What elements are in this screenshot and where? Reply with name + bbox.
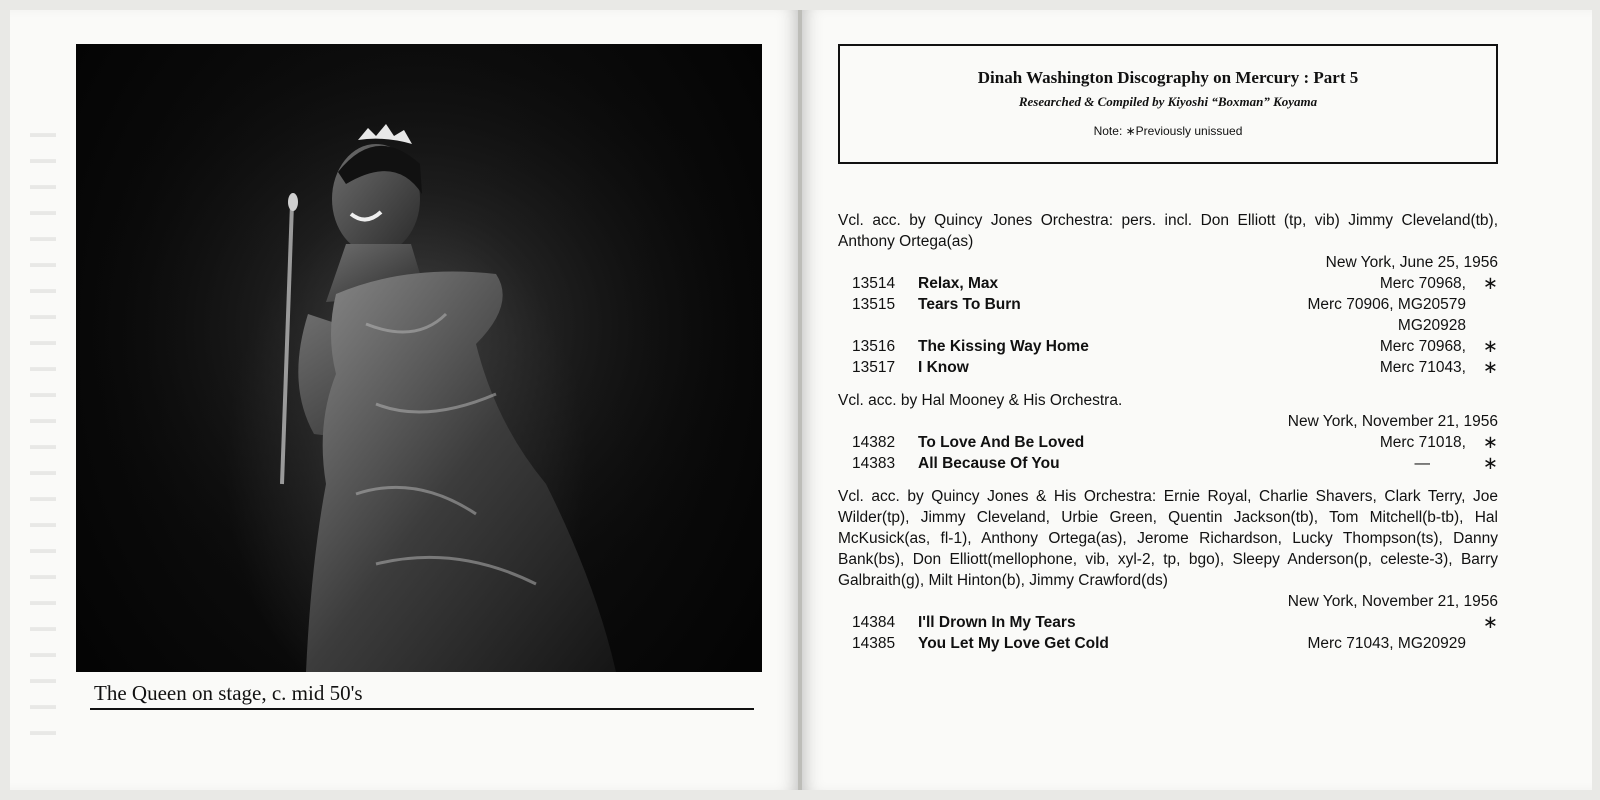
unissued-mark: ∗ — [1482, 336, 1498, 356]
left-page — [10, 10, 798, 790]
track-title: I Know — [918, 359, 969, 376]
release-info: Merc 71018, — [1379, 434, 1466, 451]
matrix-number: 14383 — [852, 455, 896, 472]
unissued-mark: ∗ — [1482, 357, 1498, 377]
session-personnel: Vcl. acc. by Quincy Jones & His Orchestra: Ernie Royal, Charlie Shavers, Clark Terry, Joe Wilder(tp), Jimmy Cleveland, Urbie Green, Quentin Jackson(tb), Tom Mitchell(b-tb), Hal McKusick(as, fl-1), Anthony Ortega(as), Jerome Richardson, Lucky Thompson(ts), Danny Bank(bs), Don Elliott(mellophone, vib, xyl-2, tp, bgo), Sleepy Anderson(p, celeste-3), Barry Galbraith(g), Milt Hinton(b), Jimmy Crawford(ds) — [838, 488, 1498, 589]
track-title: Tears To Burn — [918, 296, 1021, 313]
session-personnel: Vcl. acc. by Quincy Jones Orchestra: pers. incl. Don Elliott (tp, vib) Jimmy Cleveland(tb), Anthony Ortega(as) — [838, 212, 1498, 250]
stage-photo — [76, 44, 762, 672]
singer-silhouette — [76, 44, 762, 672]
photo-caption: The Queen on stage, c. mid 50's — [90, 678, 754, 710]
unissued-mark — [1466, 315, 1498, 336]
unissued-mark — [1466, 633, 1498, 654]
matrix-number: 14385 — [852, 635, 896, 652]
track-row — [838, 294, 1498, 315]
discography-header — [838, 44, 1498, 164]
matrix-number: 13515 — [852, 296, 896, 313]
track-title: I'll Drown In My Tears — [918, 614, 1076, 631]
track-row — [838, 453, 1498, 474]
session-location: New York, November 21, 1956 — [1287, 413, 1498, 430]
release-info: Merc 71043, MG20929 — [1307, 635, 1466, 652]
matrix-number: 14382 — [852, 434, 896, 451]
track-row — [838, 612, 1498, 633]
track-row — [838, 315, 1498, 336]
release-info: Merc 71043, — [1379, 359, 1466, 376]
release-info: Merc 70968, — [1379, 338, 1466, 355]
track-row — [838, 633, 1498, 654]
track-row — [838, 357, 1498, 378]
release-info: Merc 70906, MG20579 — [1307, 296, 1466, 313]
matrix-number — [838, 315, 912, 336]
unissued-mark: ∗ — [1482, 453, 1498, 473]
page-title: Dinah Washington Discography on Mercury : Part 5 — [977, 68, 1359, 87]
session-location: New York, June 25, 1956 — [1325, 254, 1498, 271]
session-personnel: Vcl. acc. by Hal Mooney & His Orchestra. — [838, 392, 1123, 409]
discography-content — [838, 210, 1498, 654]
unissued-mark: ∗ — [1482, 273, 1498, 293]
release-info: MG20928 — [1397, 317, 1466, 334]
track-title: Relax, Max — [918, 275, 999, 292]
track-title — [912, 315, 1398, 336]
unissued-note: Note: ∗Previously unissued — [1093, 124, 1243, 138]
track-row — [838, 273, 1498, 294]
matrix-number: 14384 — [852, 614, 896, 631]
track-title: You Let My Love Get Cold — [918, 635, 1109, 652]
track-title: All Because Of You — [918, 455, 1060, 472]
unissued-mark — [1466, 294, 1498, 315]
release-info: Merc 70968, — [1379, 275, 1466, 292]
matrix-number: 13514 — [852, 275, 896, 292]
matrix-number: 13517 — [852, 359, 896, 376]
right-page — [802, 10, 1592, 790]
track-title: The Kissing Way Home — [918, 338, 1089, 355]
session-location: New York, November 21, 1956 — [1287, 593, 1498, 610]
bleed-through-text: ▬▬ ▬▬ ▬▬ ▬▬ ▬▬ ▬▬ ▬▬ ▬▬ ▬▬ ▬▬ ▬▬ ▬▬ ▬▬ ▬▬ ▬▬ ▬▬ ▬▬ ▬▬ ▬▬ ▬▬ ▬▬ ▬▬ ▬▬ ▬▬ — [30, 125, 56, 738]
unissued-mark: ∗ — [1482, 432, 1498, 452]
track-title: To Love And Be Loved — [918, 434, 1085, 451]
track-row — [838, 336, 1498, 357]
matrix-number: 13516 — [852, 338, 896, 355]
release-info: — — [1414, 455, 1430, 472]
unissued-mark: ∗ — [1482, 612, 1498, 632]
page-subtitle: Researched & Compiled by Kiyoshi “Boxman” Koyama — [1018, 94, 1318, 109]
track-row — [838, 432, 1498, 453]
